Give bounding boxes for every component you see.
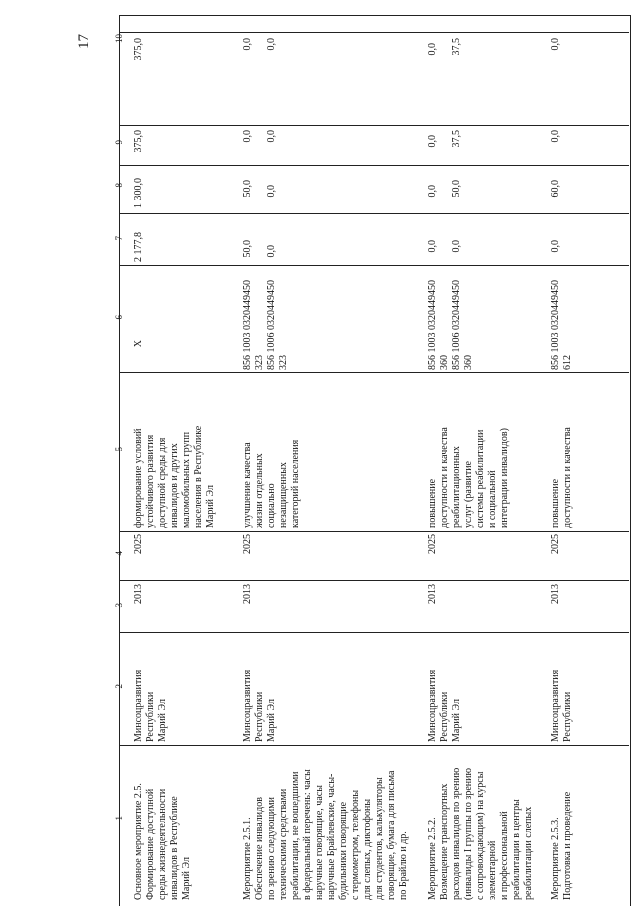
row-name: Мероприятие 2.5.3. Подготовка и проведение <box>550 791 573 900</box>
col-header-3: 3 <box>114 603 124 608</box>
row-executor: Минсоцразвития Республики Марий Эл <box>427 669 462 742</box>
row-value-7: 0,0 <box>550 240 561 253</box>
row-value-10: 375,0 <box>133 38 144 61</box>
col-divider-1-2 <box>119 745 629 746</box>
row-result: формирование условий устойчивого развития доступной среды для инвалидов и других маломобильных групп населения в Республике Марий Эл <box>133 425 216 528</box>
col-header-7: 7 <box>114 236 124 241</box>
row-value-8: 50,0 0,0 <box>242 180 277 198</box>
row-value-10: 0,0 <box>550 38 561 51</box>
row-end-year: 2025 <box>427 534 438 554</box>
row-value-7: 50,0 0,0 <box>242 240 277 258</box>
row-value-7: 0,0 0,0 <box>427 240 462 253</box>
row-value-10: 0,0 0,0 <box>242 38 277 51</box>
row-name: Мероприятие 2.5.1. Обеспечение инвалидов по зрению следующими техническими средствами реабилитации, не вошедшими в федеральный перечень: часы наручные говорящие, часы наручные Брайлевские, часы- будильники говорящие с термометром, телефоны для слепых, диктофоны для студентов, калькуляторы говорящие, бумага для письма по Брайлю и др. <box>242 769 409 900</box>
row-value-9: 0,0 <box>550 130 561 143</box>
row-name: Мероприятие 2.5.2. Возмещение транспортных расходов инвалидов по зрению (инвалиды I группы по зрению с сопровождающим) на курсы элементарной и профессиональной реабилитации в центры реабилитации слепых <box>427 767 534 900</box>
row-budget-code: 856 1003 0320449450 323 856 1006 0320449450 323 <box>242 280 289 370</box>
row-executor: Минсоцразвития Республики Марий Эл <box>133 669 168 742</box>
row-result: повышение доступности и качества реабилитационных услуг (развитие системы реабилитации и социальной интеграции инвалидов) <box>427 427 510 528</box>
col-divider-2-3 <box>119 632 629 633</box>
row-result: повышение доступности и качества <box>550 427 573 528</box>
row-value-7: 2 177,8 <box>133 232 144 262</box>
row-start-year: 2013 <box>427 584 438 604</box>
row-value-8: 0,0 50,0 <box>427 180 462 198</box>
col-header-6: 6 <box>114 315 124 320</box>
row-name: Основное мероприятие 2.5. Формирование доступной среды жизнедеятельности инвалидов в Республике Марий Эл <box>133 783 192 900</box>
col-divider-9-10 <box>119 125 629 126</box>
row-budget-code: Х <box>133 340 144 348</box>
col-header-4: 4 <box>114 551 124 556</box>
row-end-year: 2025 <box>133 534 144 554</box>
row-value-9: 375,0 <box>133 130 144 153</box>
header-divider <box>119 32 629 33</box>
col-header-2: 2 <box>114 684 124 689</box>
page-number: 17 <box>76 34 92 49</box>
row-value-8: 60,0 <box>550 180 561 198</box>
row-value-8: 1 300,0 <box>133 178 144 208</box>
row-value-10: 0,0 37,5 <box>427 38 462 56</box>
col-divider-4-5 <box>119 531 629 532</box>
row-executor: Минсоцразвития Республики <box>550 669 573 742</box>
row-executor: Минсоцразвития Республики Марий Эл <box>242 669 277 742</box>
col-header-5: 5 <box>114 447 124 452</box>
row-budget-code: 856 1003 0320449450 360 856 1006 0320449450 360 <box>427 280 474 370</box>
row-result: улучшение качества жизни отдельных социально незащищенных категорий населения <box>242 439 301 528</box>
col-divider-5-6 <box>119 372 629 373</box>
row-end-year: 2025 <box>242 534 253 554</box>
col-header-9: 9 <box>114 140 124 145</box>
col-divider-6-7 <box>119 265 629 266</box>
col-header-1: 1 <box>114 816 124 821</box>
col-divider-7-8 <box>119 213 629 214</box>
col-divider-8-9 <box>119 165 629 166</box>
col-header-8: 8 <box>114 183 124 188</box>
row-end-year: 2025 <box>550 534 561 554</box>
row-budget-code: 856 1003 0320449450 612 <box>550 280 573 370</box>
row-value-9: 0,0 37,5 <box>427 130 462 148</box>
row-start-year: 2013 <box>133 584 144 604</box>
row-start-year: 2013 <box>550 584 561 604</box>
row-start-year: 2013 <box>242 584 253 604</box>
row-value-9: 0,0 0,0 <box>242 130 277 143</box>
col-divider-3-4 <box>119 580 629 581</box>
col-header-10: 10 <box>114 34 124 43</box>
